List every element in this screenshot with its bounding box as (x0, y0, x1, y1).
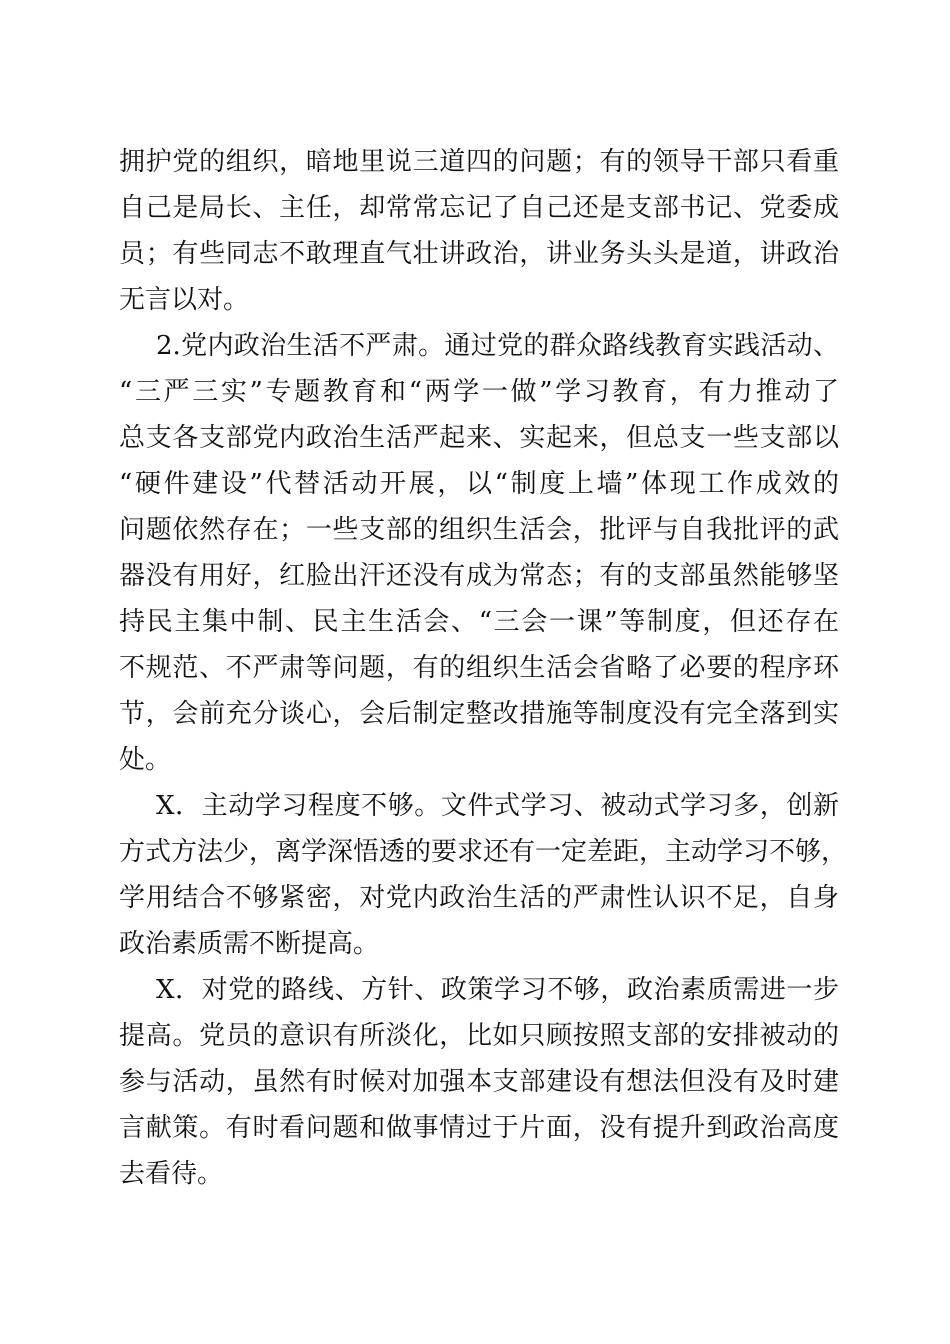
paragraph-3-line-3: 学用结合不够紧密，对党内政治生活的严肃性认识不足，自身 (119, 883, 839, 913)
paragraph-2-line-1: 2.党内政治生活不严肃。通过党的群众路线教育实践活动、 (156, 331, 839, 361)
paragraph-2-line-9: 节，会前充分谈心，会后制定整改措施等制度没有完全落到实 (119, 699, 839, 729)
paragraph-1-line-3: 员；有些同志不敢理直气壮讲政治，讲业务头头是道，讲政治 (119, 239, 839, 269)
paragraph-3-line-2: 方式方法少，离学深悟透的要求还有一定差距，主动学习不够， (119, 837, 848, 867)
paragraph-2-line-4: “硬件建设”代替活动开展，以“制度上墙”体现工作成效的 (119, 469, 839, 499)
paragraph-2-line-8: 不规范、不严肃等问题，有的组织生活会省略了必要的程序环 (119, 653, 839, 683)
paragraph-4-line-2: 提高。党员的意识有所淡化，比如只顾按照支部的安排被动的 (119, 1021, 839, 1051)
paragraph-2-line-6: 器没有用好，红脸出汗还没有成为常态；有的支部虽然能够坚 (119, 561, 839, 591)
paragraph-2-line-7: 持民主集中制、民主生活会、“三会一课”等制度，但还存在 (119, 607, 839, 637)
paragraph-2-line-10: 处。 (119, 745, 172, 775)
paragraph-1-line-2: 自己是局长、主任，却常常忘记了自己还是支部书记、党委成 (119, 193, 839, 223)
paragraph-4-line-5: 去看待。 (119, 1159, 224, 1189)
paragraph-1-line-4: 无言以对。 (119, 285, 250, 315)
paragraph-2-line-2: “三严三实”专题教育和“两学一做”学习教育，有力推动了 (119, 377, 839, 407)
paragraph-4-line-4: 言献策。有时看问题和做事情过于片面，没有提升到政治高度 (119, 1113, 839, 1143)
paragraph-4-line-1: X．对党的路线、方针、政策学习不够，政治素质需进一步 (156, 975, 839, 1005)
paragraph-2-line-3: 总支各支部党内政治生活严起来、实起来，但总支一些支部以 (119, 423, 839, 453)
paragraph-1-line-1: 拥护党的组织，暗地里说三道四的问题；有的领导干部只看重 (119, 147, 839, 177)
paragraph-3-line-4: 政治素质需不断提高。 (119, 929, 380, 959)
paragraph-2-line-5: 问题依然存在；一些支部的组织生活会，批评与自我批评的武 (119, 515, 839, 545)
paragraph-3-line-1: X．主动学习程度不够。文件式学习、被动式学习多，创新 (156, 791, 839, 821)
paragraph-4-line-3: 参与活动，虽然有时候对加强本支部建设有想法但没有及时建 (119, 1067, 839, 1097)
